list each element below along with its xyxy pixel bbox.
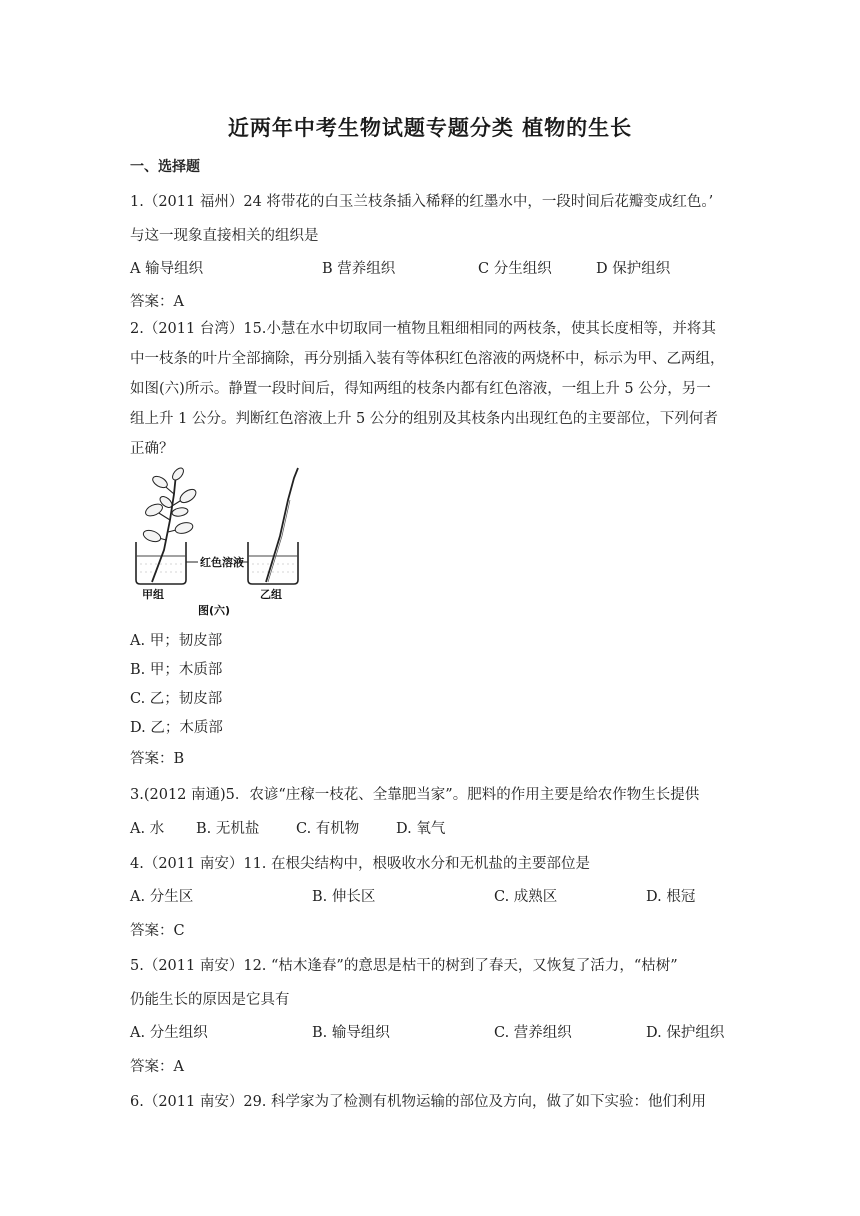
- q1-option-b: B 营养组织: [322, 261, 396, 277]
- group-a-label: 甲组: [142, 588, 164, 601]
- q1-option-c: C 分生组织: [478, 261, 552, 277]
- q2-answer: 答案：B: [130, 751, 185, 767]
- q5-stem-line1: 5.（2011 南安）12. “枯木逢春”的意思是枯干的树到了春天，又恢复了活力，“枯树”: [130, 958, 678, 974]
- q4-stem-line1: 4.（2011 南安）11. 在根尖结构中，根吸收水分和无机盐的主要部位是: [130, 856, 591, 872]
- q2-option-d: D. 乙；木质部: [130, 720, 223, 736]
- q3-option-d: D. 氧气: [396, 821, 446, 837]
- q3-stem-line1: 3.(2012 南通)5．农谚“庄稼一枝花、全靠肥当家”。肥料的作用主要是给农作物生长提供: [130, 787, 700, 803]
- solution-label: 红色溶液: [200, 556, 244, 569]
- beaker-right: [248, 542, 298, 584]
- q3-option-a: A. 水: [130, 821, 165, 837]
- q5-option-d: D. 保护组织: [646, 1025, 725, 1041]
- q1-stem-line2: 与这一现象直接相关的组织是: [130, 228, 319, 244]
- q3-option-c: C. 有机物: [296, 821, 360, 837]
- q2-option-a: A. 甲；韧皮部: [130, 633, 223, 649]
- q1-answer: 答案：A: [130, 294, 184, 310]
- bare-branch: [266, 468, 298, 582]
- leafy-branch: [142, 466, 198, 582]
- q5-option-c: C. 营养组织: [494, 1025, 572, 1041]
- beaker-left: [136, 542, 186, 584]
- q2-stem-line5: 正确？: [130, 441, 174, 457]
- q4-option-c: C. 成熟区: [494, 889, 558, 905]
- q4-option-a: A. 分生区: [130, 889, 194, 905]
- q5-answer: 答案：A: [130, 1059, 184, 1075]
- q3-option-b: B. 无机盐: [196, 821, 260, 837]
- q4-answer: 答案：C: [130, 923, 185, 939]
- q5-stem-line2: 仍能生长的原因是它具有: [130, 992, 290, 1008]
- q2-figure-beakers: [130, 466, 320, 618]
- q6-stem-line1: 6.（2011 南安）29. 科学家为了检测有机物运输的部位及方向，做了如下实验：他们利用: [130, 1094, 707, 1110]
- q2-stem-line2: 中一枝条的叶片全部摘除，再分别插入装有等体积红色溶液的两烧杯中，标示为甲、乙两组，: [130, 351, 725, 367]
- q1-option-a: A 输导组织: [130, 261, 204, 277]
- q4-option-d: D. 根冠: [646, 889, 696, 905]
- section-heading: 一、选择题: [130, 159, 200, 175]
- q2-stem-line1: 2.（2011 台湾）15.小慧在水中切取同一植物且粗细相同的两枝条，使其长度相等，并将其: [130, 321, 716, 337]
- page-title: 近两年中考生物试题专题分类 植物的生长: [227, 116, 633, 140]
- q1-option-d: D 保护组织: [596, 261, 671, 277]
- q4-option-b: B. 伸长区: [312, 889, 376, 905]
- figure-caption: 图(六): [198, 604, 231, 617]
- q2-stem-line3: 如图(六)所示。静置一段时间后，得知两组的枝条内都有红色溶液，一组上升 5 公分，另一: [130, 381, 711, 397]
- q5-option-a: A. 分生组织: [130, 1025, 208, 1041]
- q1-stem-line1: 1.（2011 福州）24 将带花的白玉兰枝条插入稀释的红墨水中，一段时间后花瓣变成红色。’: [130, 194, 714, 210]
- q2-stem-line4: 组上升 1 公分。判断红色溶液上升 5 公分的组别及其枝条内出现红色的主要部位，下列何者: [130, 411, 718, 427]
- group-b-label: 乙组: [260, 588, 282, 601]
- q5-option-b: B. 输导组织: [312, 1025, 390, 1041]
- q2-option-b: B. 甲；木质部: [130, 662, 223, 678]
- q2-option-c: C. 乙；韧皮部: [130, 691, 223, 707]
